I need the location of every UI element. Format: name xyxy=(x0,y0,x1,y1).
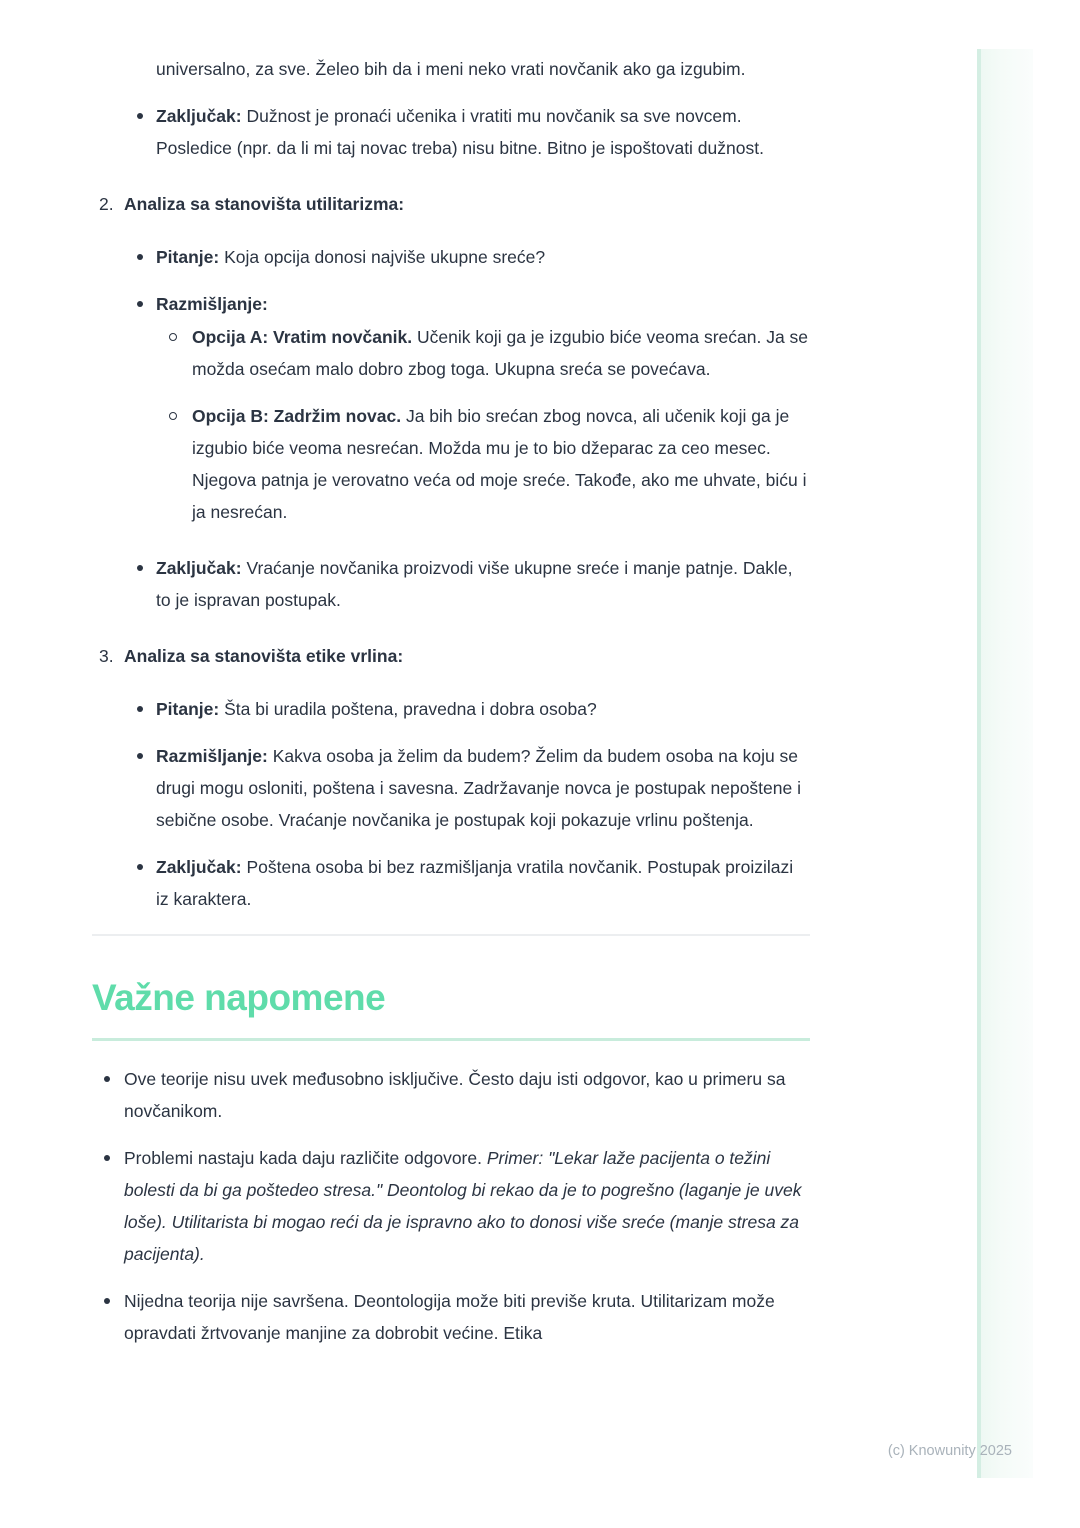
document-body xyxy=(92,53,810,1364)
question-text: Šta bi uradila poštena, pravedna i dobra osoba? xyxy=(219,699,597,719)
conclusion-label: Zaključak: xyxy=(156,106,242,126)
question-label: Pitanje: xyxy=(156,247,220,267)
virtue-ethics-heading xyxy=(92,640,810,672)
utilitarianism-heading xyxy=(92,188,810,220)
page-edge-strip xyxy=(977,49,1033,1478)
note-item-1 xyxy=(92,1063,810,1127)
bullet-circle-icon xyxy=(169,333,177,341)
thinking-text: Kakva osoba ja želim da budem? Želim da budem osoba na koju se drugi mogu osloniti, poštena i savesna. Zadržavanje novca je postupak nepoštene i sebične osobe. Vraćanje novčanika je postupak koji pokazuje vrlinu poštenja. xyxy=(156,746,801,830)
option-a-text: Učenik koji ga je izgubio biće veoma srećan. Ja se možda osećam malo dobro zbog toga. Ukupna sreća se povećava. xyxy=(192,327,809,379)
note-text: Nijedna teorija nije savršena. Deontologija može biti previše kruta. Utilitarizam može opravdati žrtvovanje manjine za dobrobit većine. Etika xyxy=(124,1291,775,1343)
conclusion-text: Dužnost je pronaći učenika i vratiti mu novčanik sa sve novcem. Posledice (npr. da li mi taj novac treba) nisu bitne. Bitno je ispoštovati dužnost. xyxy=(156,106,764,158)
utilitarianism-title: Analiza sa stanovišta utilitarizma: xyxy=(124,194,405,214)
conclusion-label: Zaključak: xyxy=(156,857,242,877)
option-b-item xyxy=(92,400,810,528)
section-divider xyxy=(92,934,810,936)
note-text: Ove teorije nisu uvek međusobno isključive. Često daju isti odgovor, kao u primeru sa novčanikom. xyxy=(124,1069,786,1121)
option-b-text: Ja bih bio srećan zbog novca, ali učenik koji ga je izgubio biće veoma nesrećan. Možda mu je to bio džeparac za ceo mesec. Njegova patnja je verovatno veća od moje sreće. Takođe, ako me uhvate, biću i ja nesrećan. xyxy=(192,406,807,522)
utilitarianism-question-item xyxy=(92,241,810,273)
option-a-item xyxy=(92,321,810,385)
note-item-2 xyxy=(92,1142,810,1270)
option-a-label: Opcija A: Vratim novčanik. xyxy=(192,327,413,347)
utilitarianism-conclusion-item xyxy=(92,552,810,616)
copyright-label: (c) Knowunity 2025 xyxy=(887,1443,1012,1459)
virtue-ethics-number: 3. xyxy=(99,646,114,666)
question-label: Pitanje: xyxy=(156,699,220,719)
utilitarianism-number: 2. xyxy=(99,194,114,214)
bullet-disc-icon xyxy=(137,565,143,571)
bullet-disc-icon xyxy=(137,254,143,260)
notes-heading-underline xyxy=(92,1038,810,1041)
virtue-question-item xyxy=(92,693,810,725)
virtue-thinking-item xyxy=(92,740,810,836)
thinking-label: Razmišljanje: xyxy=(156,746,268,766)
bullet-disc-icon xyxy=(104,1076,110,1082)
note-text: Problemi nastaju kada daju različite odgovore. xyxy=(124,1148,487,1168)
bullet-disc-icon xyxy=(137,301,143,307)
notes-heading: Važne napomene xyxy=(92,977,386,1018)
option-b-label: Opcija B: Zadržim novac. xyxy=(192,406,402,426)
utilitarianism-thinking-item xyxy=(92,288,810,320)
bullet-disc-icon xyxy=(137,113,143,119)
bullet-disc-icon xyxy=(104,1298,110,1304)
bullet-disc-icon xyxy=(104,1155,110,1161)
bullet-circle-icon xyxy=(169,412,177,420)
conclusion-label: Zaključak: xyxy=(156,558,242,578)
bullet-disc-icon xyxy=(137,753,143,759)
deontology-conclusion-item xyxy=(92,100,810,164)
continuation-text: universalno, za sve. Želeo bih da i meni neko vrati novčanik ako ga izgubim. xyxy=(156,59,746,79)
note-item-3 xyxy=(92,1285,810,1349)
thinking-label: Razmišljanje: xyxy=(156,294,268,314)
note-italic-text: Primer: "Lekar laže pacijenta o težini bolesti da bi ga poštedeo stresa." Deontolog bi rekao da je to pogrešno (laganje je uvek loše). Utilitarista bi mogao reći da je ispravno ako to donosi više sreće (manje stresa za pacijenta). xyxy=(124,1148,802,1264)
conclusion-text: Poštena osoba bi bez razmišljanja vratila novčanik. Postupak proizilazi iz karaktera. xyxy=(156,857,794,909)
question-text: Koja opcija donosi najviše ukupne sreće? xyxy=(219,247,546,267)
virtue-conclusion-item xyxy=(92,851,810,915)
bullet-disc-icon xyxy=(137,864,143,870)
bullet-disc-icon xyxy=(137,706,143,712)
conclusion-text: Vraćanje novčanika proizvodi više ukupne sreće i manje patnje. Dakle, to je ispravan postupak. xyxy=(156,558,793,610)
continuation-paragraph xyxy=(92,53,810,85)
virtue-ethics-title: Analiza sa stanovišta etike vrlina: xyxy=(124,646,404,666)
